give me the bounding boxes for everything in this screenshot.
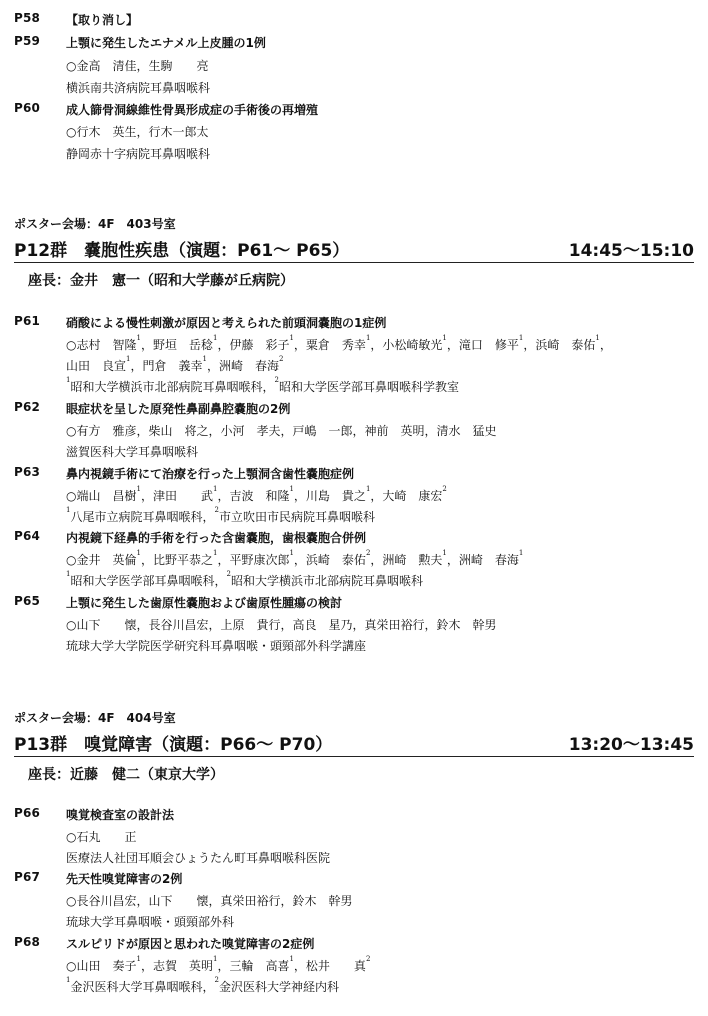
poster-id: P61 [14, 314, 41, 328]
poster-affiliation: 滋賀医科大学耳鼻咽喉科 [66, 445, 199, 459]
poster-authors: ○金井 英倫$^1$，比野平恭之$^1$，平野康次郎$^1$，浜崎 泰佑$^2$，洲崎 勲夫$^1$，洲崎 春海$^1$ [66, 549, 524, 567]
poster-title: 上顎に発生した歯原性嚢胞および歯原性腫瘍の検討 [66, 596, 343, 610]
poster-id: P58 [14, 11, 41, 25]
poster-authors: 山田 良宣$^1$，門倉 義幸$^1$，洲崎 春海$^2$ [66, 355, 284, 373]
poster-affiliation: $^1$昭和大学横浜市北部病院耳鼻咽喉科，$^2$昭和大学医学部耳鼻咽喉科学教室 [66, 376, 459, 394]
poster-id: P67 [14, 870, 41, 884]
poster-title: 眼症状を呈した原発性鼻副鼻腔嚢胞の2例 [66, 402, 291, 416]
poster-authors: ○山下 懐，長谷川昌宏，上原 貴行，高良 星乃，真栄田裕行，鈴木 幹男 [66, 618, 497, 632]
section-divider [14, 262, 694, 263]
poster-affiliation: 医療法人社団耳順会ひょうたん町耳鼻咽喉科医院 [66, 851, 331, 865]
poster-title: 内視鏡下経鼻的手術を行った含歯嚢胞，歯根嚢胞合併例 [66, 531, 367, 545]
poster-authors: ○金高 清佳，生駒 亮 [66, 59, 209, 73]
poster-title: 鼻内視鏡手術にて治療を行った上顎洞含歯性嚢胞症例 [66, 467, 355, 481]
poster-id: P60 [14, 101, 41, 115]
poster-title: 先天性嗅覚障害の2例 [66, 872, 183, 886]
poster-affiliation: $^1$金沢医科大学耳鼻咽喉科，$^2$金沢医科大学神経内科 [66, 976, 339, 994]
poster-authors: ○有方 雅彦，柴山 将之，小河 孝夫，戸嶋 一郎，神前 英明，清水 猛史 [66, 424, 497, 438]
venue-label: ポスター会場：4F 404号室 [14, 711, 176, 725]
poster-id: P63 [14, 465, 41, 479]
session-time: 14:45～15:10 [568, 241, 694, 261]
poster-title: 【取り消し】 [66, 13, 139, 27]
poster-authors: ○行木 英生，行木一郎太 [66, 125, 209, 139]
session-chair: 座長：近藤 健二（東京大学） [28, 767, 224, 783]
session-time: 13:20～13:45 [568, 735, 694, 755]
session-group-title: P13群 嗅覚障害（演題：P66～ P70） [14, 735, 333, 755]
poster-authors: ○石丸 正 [66, 830, 137, 844]
poster-affiliation: 静岡赤十字病院耳鼻咽喉科 [66, 147, 211, 161]
session-group-title: P12群 嚢胞性疾患（演題：P61～ P65） [14, 241, 350, 261]
poster-affiliation: 琉球大学大学院医学研究科耳鼻咽喉・頭頸部外科学講座 [66, 639, 367, 653]
section-divider [14, 756, 694, 757]
poster-title: スルピリドが原因と思われた嗅覚障害の2症例 [66, 937, 315, 951]
poster-affiliation: 琉球大学耳鼻咽喉・頭頸部外科 [66, 915, 235, 929]
poster-id: P68 [14, 935, 41, 949]
poster-authors: ○志村 智隆$^1$，野垣 岳稔$^1$，伊藤 彩子$^1$，粟倉 秀幸$^1$，小松崎敏光$^1$，滝口 修平$^1$，浜崎 泰佑$^1$， [66, 334, 612, 352]
poster-id: P66 [14, 806, 41, 820]
venue-label: ポスター会場：4F 403号室 [14, 217, 176, 231]
poster-affiliation: $^1$昭和大学医学部耳鼻咽喉科，$^2$昭和大学横浜市北部病院耳鼻咽喉科 [66, 570, 423, 588]
poster-title: 成人篩骨洞線維性骨異形成症の手術後の再増殖 [66, 103, 319, 117]
poster-affiliation: 横浜南共済病院耳鼻咽喉科 [66, 81, 211, 95]
poster-id: P64 [14, 529, 41, 543]
poster-id: P59 [14, 34, 41, 48]
poster-authors: ○山田 奏子$^1$，志賀 英明$^1$，三輪 高喜$^1$，松井 真$^2$ [66, 955, 371, 973]
poster-title: 嗅覚検査室の設計法 [66, 808, 175, 822]
poster-id: P65 [14, 594, 41, 608]
poster-authors: ○長谷川昌宏，山下 懐，真栄田裕行，鈴木 幹男 [66, 894, 353, 908]
poster-id: P62 [14, 400, 41, 414]
poster-affiliation: $^1$八尾市立病院耳鼻咽喉科，$^2$市立吹田市民病院耳鼻咽喉科 [66, 506, 375, 524]
session-chair: 座長：金井 憲一（昭和大学藤が丘病院） [28, 273, 294, 289]
poster-title: 硝酸による慢性刺激が原因と考えられた前頭洞嚢胞の1症例 [66, 316, 387, 330]
poster-title: 上顎に発生したエナメル上皮腫の1例 [66, 36, 266, 50]
poster-authors: ○端山 昌樹$^1$，津田 武$^1$，吉波 和隆$^1$，川島 貴之$^1$，大崎 康宏$^2$ [66, 485, 447, 503]
